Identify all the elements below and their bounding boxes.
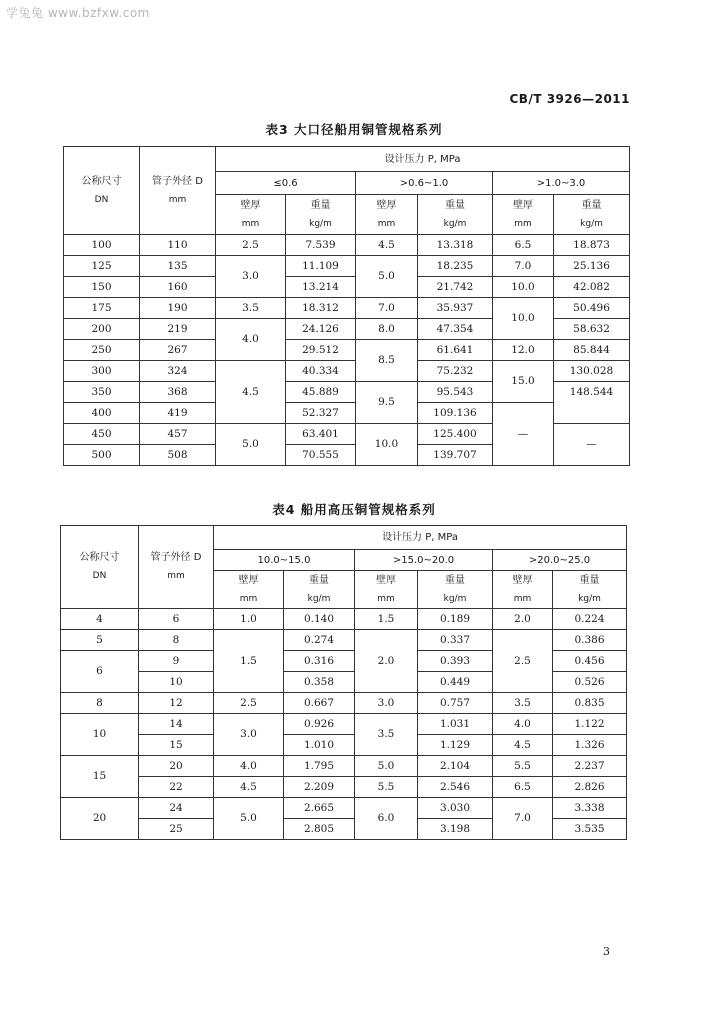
od-cell: 9 — [139, 651, 214, 672]
table-row — [61, 798, 627, 819]
range-header: >0.6~1.0 — [356, 172, 493, 195]
od-cell: 25 — [139, 819, 214, 840]
weight-cell: 3.198 — [418, 819, 493, 840]
weight-cell: 18.235 — [418, 256, 493, 277]
col-header-dn: 公称尺寸 DN — [64, 147, 140, 235]
weight-cell: 47.354 — [418, 319, 493, 340]
wall-cell: 2.0 — [493, 609, 553, 630]
range-header: ≤0.6 — [216, 172, 356, 195]
table-row — [61, 630, 627, 651]
table-row — [61, 777, 627, 798]
table-row — [61, 714, 627, 735]
wall-cell: 6.5 — [493, 235, 554, 256]
od-cell: 6 — [139, 609, 214, 630]
weight-cell: 0.456 — [553, 651, 627, 672]
weight-cell: 50.496 — [554, 298, 630, 319]
weight-cell: 0.224 — [553, 609, 627, 630]
wall-cell: 5.0 — [355, 756, 418, 777]
dn-cell: 5 — [61, 630, 139, 651]
weight-cell: 11.109 — [286, 256, 356, 277]
weight-cell: 18.873 — [554, 235, 630, 256]
range-header: >1.0~3.0 — [493, 172, 630, 195]
wall-cell: 7.0 — [356, 298, 418, 319]
od-cell: 10 — [139, 672, 214, 693]
weight-cell: 0.757 — [418, 693, 493, 714]
weight-cell: 85.844 — [554, 340, 630, 361]
weight-cell: 0.526 — [553, 672, 627, 693]
wall-cell: 1.5 — [214, 630, 284, 693]
weight-cell: 0.274 — [284, 630, 355, 651]
range-header: >20.0~25.0 — [493, 550, 627, 571]
weight-cell: 42.082 — [554, 277, 630, 298]
weight-cell: 139.707 — [418, 445, 493, 466]
wall-header: 壁厚 mm — [214, 571, 284, 609]
od-cell: 219 — [140, 319, 216, 340]
weight-cell: 0.358 — [284, 672, 355, 693]
wall-cell: 2.0 — [355, 630, 418, 693]
dn-cell: 10 — [61, 714, 139, 756]
weight-cell: 45.889 — [286, 382, 356, 403]
table-row — [64, 235, 630, 256]
weight-cell: 0.316 — [284, 651, 355, 672]
od-cell: 190 — [140, 298, 216, 319]
dn-cell: 100 — [64, 235, 140, 256]
wall-cell: 4.5 — [214, 777, 284, 798]
table-row — [61, 609, 627, 630]
dn-cell: 200 — [64, 319, 140, 340]
wall-cell: 8.5 — [356, 340, 418, 382]
weight-cell: 61.641 — [418, 340, 493, 361]
wall-header: 壁厚 mm — [216, 195, 286, 235]
weight-header: 重量 kg/m — [553, 571, 627, 609]
table4-caption: 表4 船用高压铜管规格系列 — [272, 502, 436, 517]
wall-cell: 7.0 — [493, 256, 554, 277]
dn-cell: 500 — [64, 445, 140, 466]
wall-cell: 4.0 — [493, 714, 553, 735]
od-cell: 22 — [139, 777, 214, 798]
weight-cell: 13.318 — [418, 235, 493, 256]
wall-cell: 5.0 — [214, 798, 284, 840]
weight-cell: 0.189 — [418, 609, 493, 630]
wall-cell: 7.0 — [493, 798, 553, 840]
od-cell: 457 — [140, 424, 216, 445]
wall-cell: 15.0 — [493, 361, 554, 403]
weight-cell: 1.326 — [553, 735, 627, 756]
weight-cell: 18.312 — [286, 298, 356, 319]
standard-code: CB/T 3926—2011 — [509, 92, 630, 106]
weight-cell: 0.386 — [553, 630, 627, 651]
weight-cell: 130.028 — [554, 361, 630, 382]
dn-cell: 250 — [64, 340, 140, 361]
col-header-pressure: 设计压力 P, MPa — [216, 147, 630, 172]
dn-cell: 350 — [64, 382, 140, 403]
weight-cell: 35.937 — [418, 298, 493, 319]
table4 — [60, 525, 627, 840]
col-header-pressure: 设计压力 P, MPa — [214, 526, 627, 550]
weight-header: 重量 kg/m — [284, 571, 355, 609]
table-row — [64, 277, 630, 298]
od-cell: 12 — [139, 693, 214, 714]
od-cell: 368 — [140, 382, 216, 403]
wall-cell: 4.5 — [493, 735, 553, 756]
table3-caption: 表3 大口径船用铜管规格系列 — [265, 122, 443, 137]
weight-cell: 0.393 — [418, 651, 493, 672]
od-cell: 508 — [140, 445, 216, 466]
wall-cell: 3.0 — [214, 714, 284, 756]
wall-cell: 10.0 — [493, 277, 554, 298]
wall-cell: — — [493, 403, 554, 466]
dn-cell: 20 — [61, 798, 139, 840]
dn-cell: 15 — [61, 756, 139, 798]
weight-cell: 21.742 — [418, 277, 493, 298]
od-cell: 419 — [140, 403, 216, 424]
weight-cell: 1.031 — [418, 714, 493, 735]
table-row — [61, 735, 627, 756]
od-cell: 324 — [140, 361, 216, 382]
od-cell: 135 — [140, 256, 216, 277]
weight-cell: 1.795 — [284, 756, 355, 777]
page-number: 3 — [603, 945, 610, 958]
wall-header: 壁厚 mm — [493, 195, 554, 235]
weight-cell: 2.209 — [284, 777, 355, 798]
weight-cell: 1.010 — [284, 735, 355, 756]
wall-cell: 2.5 — [493, 630, 553, 693]
wall-cell: 6.5 — [493, 777, 553, 798]
table-row — [64, 256, 630, 277]
dn-cell: 6 — [61, 651, 139, 693]
table-row — [64, 361, 630, 382]
weight-cell: 1.122 — [553, 714, 627, 735]
wall-cell: 4.5 — [216, 361, 286, 424]
od-cell: 160 — [140, 277, 216, 298]
wall-cell: 12.0 — [493, 340, 554, 361]
weight-cell: 2.826 — [553, 777, 627, 798]
dn-cell: 300 — [64, 361, 140, 382]
weight-cell: 63.401 — [286, 424, 356, 445]
dn-cell: 4 — [61, 609, 139, 630]
table-row — [61, 693, 627, 714]
weight-cell: 75.232 — [418, 361, 493, 382]
dn-cell: 450 — [64, 424, 140, 445]
wall-cell: 6.0 — [355, 798, 418, 840]
wall-cell: 5.5 — [355, 777, 418, 798]
col-header-od: 管子外径 D mm — [140, 147, 216, 235]
wall-cell: 3.5 — [355, 714, 418, 756]
weight-cell: 58.632 — [554, 319, 630, 340]
range-header: >15.0~20.0 — [355, 550, 493, 571]
weight-cell: 0.449 — [418, 672, 493, 693]
wall-cell: 4.0 — [216, 319, 286, 361]
wall-cell: 3.5 — [493, 693, 553, 714]
od-cell: 14 — [139, 714, 214, 735]
weight-header: 重量 kg/m — [418, 571, 493, 609]
wall-cell: 5.0 — [216, 424, 286, 466]
wall-cell: 1.0 — [214, 609, 284, 630]
wall-cell: 2.5 — [214, 693, 284, 714]
dn-cell: 175 — [64, 298, 140, 319]
weight-cell: 13.214 — [286, 277, 356, 298]
table-row — [61, 756, 627, 777]
weight-cell: 3.535 — [553, 819, 627, 840]
weight-cell: 125.400 — [418, 424, 493, 445]
wall-header: 壁厚 mm — [493, 571, 553, 609]
weight-cell: — — [554, 424, 630, 466]
weight-cell: 0.667 — [284, 693, 355, 714]
wall-header: 壁厚 mm — [355, 571, 418, 609]
weight-cell: 0.926 — [284, 714, 355, 735]
weight-cell: 0.140 — [284, 609, 355, 630]
range-header: 10.0~15.0 — [214, 550, 355, 571]
weight-cell: 70.555 — [286, 445, 356, 466]
weight-cell: 0.337 — [418, 630, 493, 651]
wall-cell: 10.0 — [493, 298, 554, 340]
weight-cell: 2.237 — [553, 756, 627, 777]
wall-header: 壁厚 mm — [356, 195, 418, 235]
wall-cell: 3.0 — [355, 693, 418, 714]
weight-cell: 109.136 — [418, 403, 493, 424]
wall-cell: 4.0 — [214, 756, 284, 777]
dn-cell: 8 — [61, 693, 139, 714]
weight-cell: 52.327 — [286, 403, 356, 424]
table-row — [64, 340, 630, 361]
watermark: 学兔兔 www.bzfxw.com — [6, 6, 150, 20]
dn-cell: 400 — [64, 403, 140, 424]
weight-cell: 7.539 — [286, 235, 356, 256]
weight-cell: 25.136 — [554, 256, 630, 277]
wall-cell: 8.0 — [356, 319, 418, 340]
weight-cell: 0.835 — [553, 693, 627, 714]
od-cell: 110 — [140, 235, 216, 256]
dn-cell: 150 — [64, 277, 140, 298]
weight-cell: 2.665 — [284, 798, 355, 819]
weight-cell: 40.334 — [286, 361, 356, 382]
weight-cell: 148.544 — [554, 382, 630, 424]
weight-cell: 2.805 — [284, 819, 355, 840]
weight-header: 重量 kg/m — [554, 195, 630, 235]
od-cell: 267 — [140, 340, 216, 361]
wall-cell: 1.5 — [355, 609, 418, 630]
table3 — [63, 146, 630, 466]
weight-header: 重量 kg/m — [418, 195, 493, 235]
weight-cell: 95.543 — [418, 382, 493, 403]
wall-cell: 5.5 — [493, 756, 553, 777]
od-cell: 15 — [139, 735, 214, 756]
weight-cell: 2.104 — [418, 756, 493, 777]
wall-cell: 9.5 — [356, 382, 418, 424]
wall-cell: 3.0 — [216, 256, 286, 298]
weight-cell: 29.512 — [286, 340, 356, 361]
col-header-dn: 公称尺寸 DN — [61, 526, 139, 609]
wall-cell: 4.5 — [356, 235, 418, 256]
weight-cell: 1.129 — [418, 735, 493, 756]
od-cell: 8 — [139, 630, 214, 651]
wall-cell: 10.0 — [356, 424, 418, 466]
weight-cell: 24.126 — [286, 319, 356, 340]
weight-header: 重量 kg/m — [286, 195, 356, 235]
od-cell: 24 — [139, 798, 214, 819]
weight-cell: 2.546 — [418, 777, 493, 798]
weight-cell: 3.338 — [553, 798, 627, 819]
table-row — [64, 403, 630, 424]
wall-cell: 2.5 — [216, 235, 286, 256]
table-row — [64, 298, 630, 319]
wall-cell: 3.5 — [216, 298, 286, 319]
od-cell: 20 — [139, 756, 214, 777]
col-header-od: 管子外径 D mm — [139, 526, 214, 609]
dn-cell: 125 — [64, 256, 140, 277]
weight-cell: 3.030 — [418, 798, 493, 819]
wall-cell: 5.0 — [356, 256, 418, 298]
